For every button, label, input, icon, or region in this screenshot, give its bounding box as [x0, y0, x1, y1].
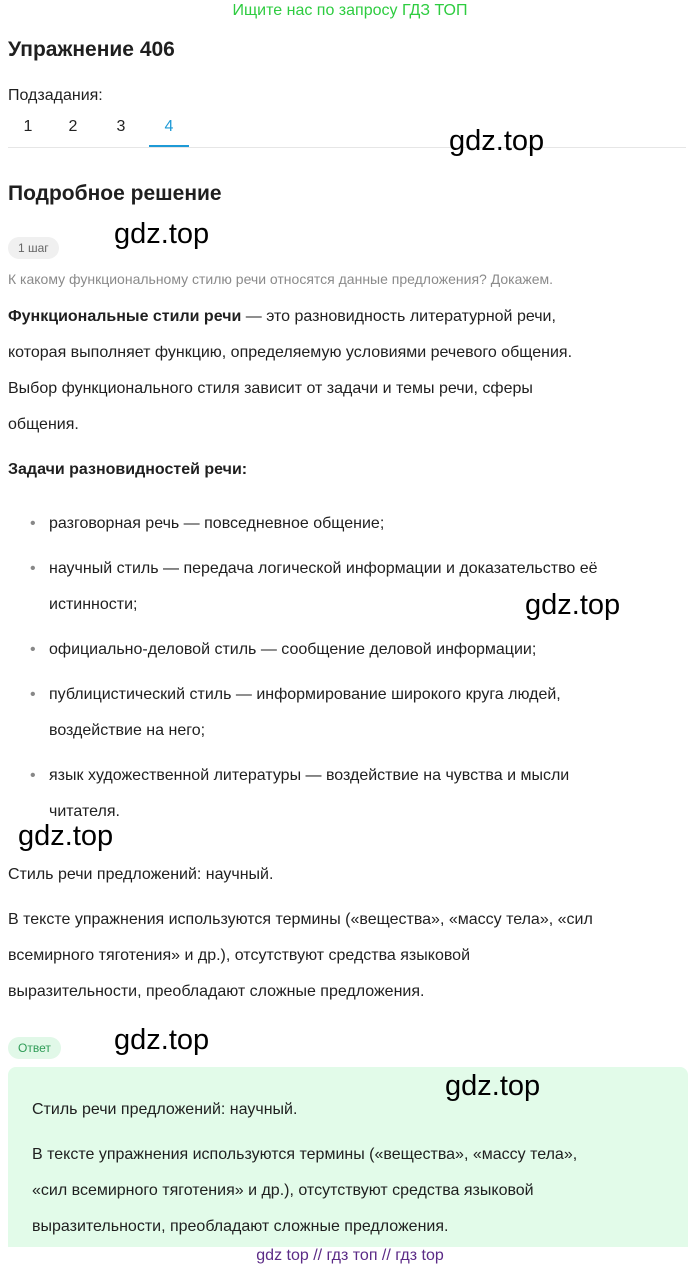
- definition-line: которая выполняет функцию, определяемую условиями речевого общения.: [8, 344, 573, 361]
- list-item-text: воздействие на него;: [49, 722, 206, 739]
- page-title: Упражнение 406: [8, 38, 175, 61]
- definition-term: Функциональные стили речи: [8, 308, 242, 325]
- watermark: gdz.top: [449, 125, 545, 157]
- answer-line: В тексте упражнения используются термины («вещества», «массу тела»,: [32, 1146, 578, 1163]
- watermark: gdz.top: [114, 218, 210, 250]
- answer-line: выразительности, преобладают сложные предложения.: [32, 1218, 449, 1235]
- definition-line: [8, 299, 688, 335]
- tab-3[interactable]: 3: [116, 118, 126, 135]
- definition-line: общения.: [8, 416, 79, 433]
- tab-4[interactable]: 4: [149, 118, 189, 147]
- bullet-dot-icon: •: [30, 686, 36, 703]
- list-item-text: читателя.: [49, 803, 120, 820]
- bullet-dot-icon: •: [30, 560, 36, 577]
- bullet-dot-icon: •: [30, 641, 36, 658]
- definition-line: Выбор функционального стиля зависит от задачи и темы речи, сферы: [8, 380, 533, 397]
- answer-line: Стиль речи предложений: научный.: [32, 1101, 298, 1118]
- explanation-line: выразительности, преобладают сложные предложения.: [8, 983, 425, 1000]
- bullet-dot-icon: •: [30, 515, 36, 532]
- watermark: gdz.top: [114, 1024, 210, 1056]
- tab-2[interactable]: 2: [68, 118, 78, 135]
- list-item: [30, 758, 686, 830]
- list-item: [30, 677, 686, 749]
- solution-heading: Подробное решение: [8, 182, 222, 205]
- footer-text: gdz top // гдз топ // гдз top: [256, 1247, 444, 1264]
- explanation-line: В тексте упражнения используются термины («вещества», «массу тела», «сил: [8, 911, 593, 928]
- watermark: gdz.top: [445, 1070, 541, 1102]
- list-item-text: язык художественной литературы — воздействие на чувства и мысли: [49, 767, 570, 784]
- answer-badge: Ответ: [8, 1037, 61, 1059]
- conclusion-text: Стиль речи предложений: научный.: [8, 866, 274, 883]
- subtask-tabs: [8, 115, 686, 148]
- list-item: [30, 632, 686, 668]
- list-item: [30, 506, 686, 542]
- top-banner: Ищите нас по запросу ГДЗ ТОП: [232, 2, 468, 19]
- bullet-dot-icon: •: [30, 767, 36, 784]
- list-item-text: научный стиль — передача логической информации и доказательство её: [49, 560, 598, 577]
- tasks-heading: Задачи разновидностей речи:: [8, 461, 248, 478]
- list-item-text: разговорная речь — повседневное общение;: [49, 515, 385, 532]
- watermark: gdz.top: [18, 820, 114, 852]
- step-badge: 1 шаг: [8, 237, 59, 259]
- list-item-text: истинности;: [49, 596, 138, 613]
- definition-text: — это разновидность литературной речи,: [241, 308, 556, 325]
- subtasks-label: Подзадания:: [8, 87, 103, 104]
- explanation-line: всемирного тяготения» и др.), отсутствуют средства языковой: [8, 947, 470, 964]
- answer-box: [8, 1067, 688, 1247]
- answer-line: «сил всемирного тяготения» и др.), отсутствуют средства языковой: [32, 1182, 534, 1199]
- tab-1[interactable]: 1: [23, 118, 33, 135]
- question-text: К какому функциональному стилю речи относятся данные предложения? Докажем.: [8, 271, 554, 287]
- list-item-text: публицистический стиль — информирование широкого круга людей,: [49, 686, 561, 703]
- watermark: gdz.top: [525, 589, 621, 621]
- list-item-text: официально-деловой стиль — сообщение деловой информации;: [49, 641, 537, 658]
